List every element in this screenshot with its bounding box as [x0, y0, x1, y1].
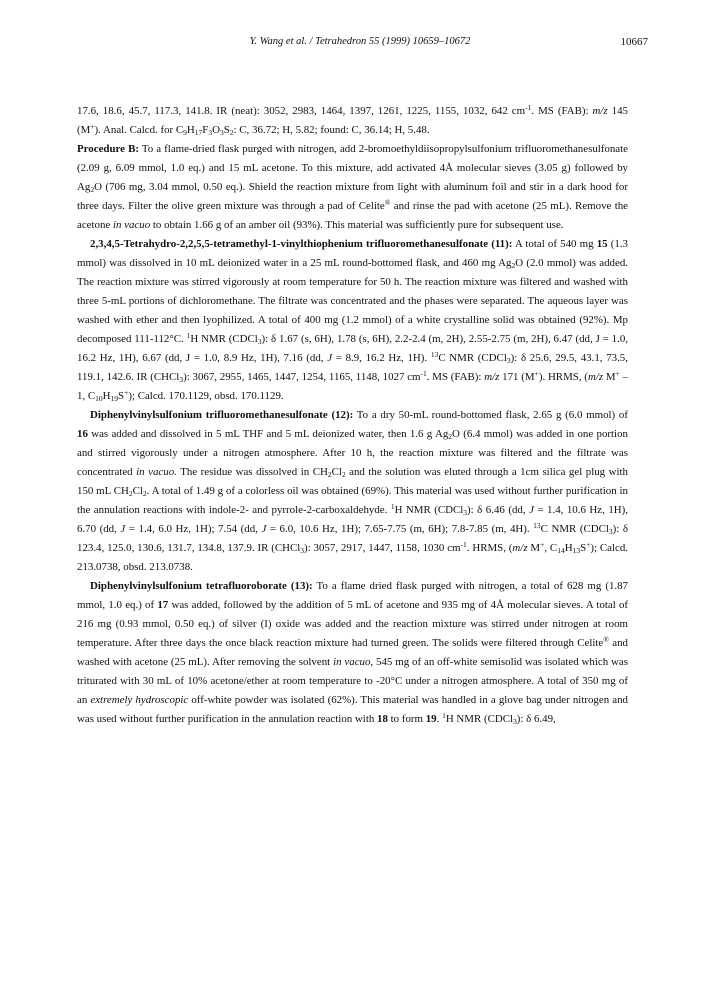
paragraph-compound-13: Diphenylvinylsulfonium tetrafluoroborate (13): To a flame dried flask purged with nitrogen, a total of 628 mg (1.87 mmol, 1.0 eq.) of 17 was added, followed by the addition of 5 mL of acetone and 935 mg of 4Å molecular sieves. A total of 216 mg (0.93 mmol, 0.50 eq.) of silver (I) oxide was added and the reaction mixture was stirred under nitrogen at room temperature. After three days the once black reaction mixture had turned green. The solids were filtered through Celite® and washed with acetone (25 mL). After removing the solvent in vacuo, 545 mg of an off-white semisolid was isolated which was triturated with 30 mL of 10% acetone/ether at room temperature to -20°C under a nitrogen atmosphere. A total of 350 mg of an extremely hydroscopic off-white powder was isolated (62%). This material was handled in a glove bag under nitrogen and was used without further purification in the annulation reaction with 18 to form 19. $^1$H NMR (CDCl$_3$): δ 6.49, [77, 580, 629, 726]
compound-12-heading: Diphenylvinylsulfonium trifluoromethanesulfonate (12): [90, 409, 354, 421]
paragraph-compound-11: 2,3,4,5-Tetrahydro-2,2,5,5-tetramethyl-1-vinylthiophenium trifluoromethanesulfonate (11): A total of 540 mg 15 (1.3 mmol) was dissolved in 10 mL deionized water in a 25 mL round-bottomed flask, and 460 mg $Ag_2O$ (2.0 mmol) was added. The reaction mixture was stirred vigorously at room temperature for 50 h. The reaction mixture was filtered and washed with three 5-mL portions of dichloromethane. The filtrate was concentrated and the phases were separated. The aqueous layer was washed with ether and then lyophilized. A total of 400 mg (1.2 mmol) of a white crystalline solid was obtained (92%). Mp decomposed 111-112°C. $^1$H NMR (CDCl$_3$): δ 1.67 (s, 6H), 1.78 (s, 6H), 2.2-2.4 (m, 2H), 2.55-2.75 (m, 2H), 6.47 (dd, J = 1.0, 16.2 Hz, 1H), 6.67 (dd, J = 1.0, 8.9 Hz, 1H), 7.16 (dd, J = 8.9, 16.2 Hz, 1H). $^{13}$C NMR (CDCl$_3$): δ 25.6, 29.5, 43.1, 73.5, 119.1, 142.6. IR (CHCl$_3$): 3067, 2955, 1465, 1447, 1254, 1165, 1148, 1027 $cm^{-1}$. MS (FAB): m/z 171 (M+). HRMS, (m/z M+ – 1, $C_{10}H_{19}S^+$); Calcd. 170.1129, obsd. 170.1129. [77, 238, 629, 403]
paragraph-procedure-b: Procedure B: To a flame-dried flask purged with nitrogen, add 2-bromoethyldiisopropylsulfonium trifluoromethanesulfonate (2.09 g, 6.09 mmol, 1.0 eq.) and 15 mL acetone. To this mixture, add activated 4Å molecular sieves (3.05 g) followed by $Ag_2O$ (706 mg, 3.04 mmol, 0.50 eq.). Shield the reaction mixture from light with aluminum foil and stir in a dark hood for three days. Filter the olive green mixture was through a pad of Celite® and rinse the pad with acetone (25 mL). Remove the acetone in vacuo to obtain 1.66 g of an amber oil (93%). This material was sufficiently pure for subsequent use. [77, 143, 628, 231]
page-header [0, 36, 720, 56]
compound-11-heading: 2,3,4,5-Tetrahydro-2,2,5,5-tetramethyl-1-vinylthiophenium trifluoromethanesulfonate (11): [90, 238, 513, 250]
article-body [77, 102, 628, 729]
procedure-b-label: Procedure B: [77, 143, 139, 155]
running-head: Y. Wang et al. / Tetrahedron 55 (1999) 10659–10672 [249, 36, 471, 47]
paragraph-procedure-a-data: 17.6, 18.6, 45.7, 117.3, 141.8. IR (neat): 3052, 2983, 1464, 1397, 1261, 1225, 1155, 1032, 642 $cm^{-1}$. MS (FAB): m/z 145 (M+). Anal. Calcd. for $C_9H_{17}F_3O_3S_2$: C, 36.72; H, 5.82; found: C, 36.14; H, 5.48. [77, 103, 629, 137]
paragraph-compound-12: Diphenylvinylsulfonium trifluoromethanesulfonate (12): To a dry 50-mL round-bottomed flask, 2.65 g (6.0 mmol) of 16 was added and dissolved in 5 mL THF and 5 mL deionized water, then 1.6 g $Ag_2O$ (6.4 mmol) was added in one portion and stirred vigorously under a nitrogen atmosphere. After 10 h, the reaction mixture was filtered and the filtrate was concentrated in vacuo. The residue was dissolved in $CH_2Cl_2$ and the solution was eluted through a 1cm silica gel plug with 150 mL $CH_2Cl_2$. A total of 1.49 g of a colorless oil was obtained (69%). This material was used without further purification in the annulation reactions with indole-2- and pyrrole-2-carboxaldehyde. $^1$H NMR (CDCl$_3$): δ 6.46 (dd, J = 1.4, 10.6 Hz, 1H), 6.70 (dd, J = 1.4, 6.0 Hz, 1H); 7.54 (dd, J = 6.0, 10.6 Hz, 1H); 7.65-7.75 (m, 6H); 7.8-7.85 (m, 4H). $^{13}$C NMR (CDCl$_3$): δ 123.4, 125.0, 130.6, 131.7, 134.8, 137.9. IR (CHCl$_3$): 3057, 2917, 1447, 1158, 1030 $cm^{-1}$. HRMS, (m/z M+, $C_{14}H_{13}S^+$); Calcd. 213.0738, obsd. 213.0738. [77, 409, 629, 573]
compound-13-heading: Diphenylvinylsulfonium tetrafluoroborate (13): [90, 580, 313, 592]
page-number: 10667 [620, 36, 648, 48]
